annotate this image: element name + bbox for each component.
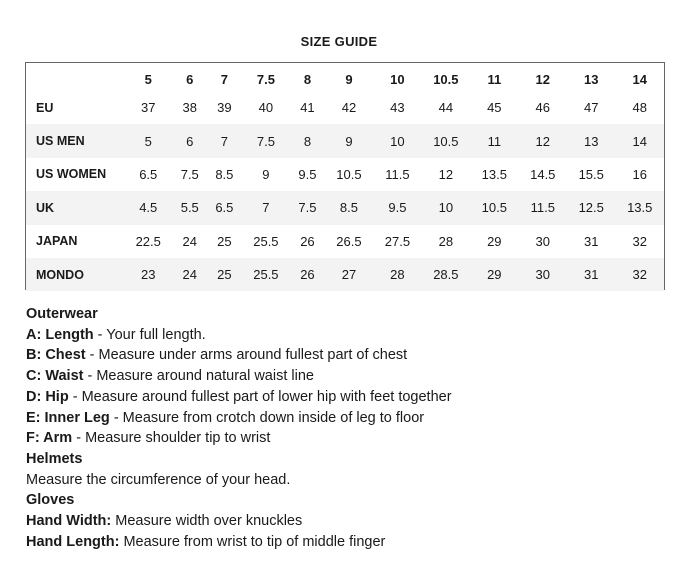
table-cell: 38 (182, 100, 197, 116)
table-cell: 39 (217, 100, 232, 116)
section-heading: Outerwear (26, 306, 98, 322)
table-cell: 9.5 (388, 200, 407, 216)
table-cell: 40 (258, 100, 274, 116)
note-line (26, 511, 676, 532)
note-line (26, 428, 676, 449)
table-cell: 14 (632, 133, 647, 149)
table-cell: 29 (487, 233, 502, 249)
table-cell: 28 (390, 267, 405, 283)
table-cell: 11.5 (385, 166, 410, 182)
note-text: Measure the circumference of your head. (26, 471, 291, 488)
table-row (26, 191, 664, 224)
note-term: F: Arm (26, 430, 73, 447)
row-label: EU (36, 100, 54, 115)
table-cell: 28.5 (433, 267, 459, 283)
table-cell: 10 (390, 133, 405, 149)
measurement-notes (26, 304, 676, 552)
header-corner-cell (26, 67, 124, 91)
note-term: Hand Width: (26, 513, 112, 530)
table-cell: 47 (583, 100, 599, 116)
table-row (26, 124, 664, 157)
note-term: B: Chest (26, 347, 86, 364)
table-cell: 7 (220, 133, 228, 149)
table-cell: 10.5 (481, 200, 507, 216)
table-cell: 48 (632, 100, 647, 116)
note-line (26, 470, 676, 491)
table-cell: 37 (140, 100, 156, 116)
table-cell: 26 (300, 233, 315, 249)
table-cell: 5 (144, 133, 152, 149)
table-cell: 31 (583, 267, 599, 283)
table-cell: 9 (345, 133, 353, 149)
table-cell: 7 (262, 200, 270, 216)
table-cell: 42 (341, 100, 357, 116)
note-term: Hand Length: (26, 533, 120, 550)
note-text: - Measure around fullest part of lower hip with feet together (68, 388, 452, 405)
header-size-cell: 5 (144, 71, 152, 87)
header-size-cell: 12 (535, 71, 550, 87)
header-size-cell: 10 (390, 71, 405, 87)
table-cell: 15.5 (578, 166, 604, 182)
note-term: D: Hip (26, 388, 69, 405)
table-cell: 28 (438, 233, 454, 249)
note-term: C: Waist (26, 368, 84, 385)
table-cell: 10.5 (433, 133, 459, 149)
table-cell: 5.5 (180, 200, 199, 216)
note-line (26, 345, 676, 366)
section-heading: Helmets (26, 450, 83, 467)
table-cell: 32 (632, 233, 647, 249)
table-cell: 30 (535, 267, 550, 283)
note-line (26, 366, 676, 387)
note-text: - Measure around natural waist line (83, 368, 314, 385)
note-text: - Your full length. (93, 326, 206, 343)
table-cell: 30 (535, 233, 550, 249)
table-cell: 25.5 (253, 233, 279, 249)
table-cell: 13.5 (481, 166, 507, 182)
table-cell: 4.5 (139, 200, 158, 216)
row-label: UK (36, 200, 55, 215)
table-cell: 43 (390, 100, 405, 116)
table-cell: 25.5 (253, 267, 279, 283)
table-cell: 7.5 (180, 166, 199, 182)
table-cell: 27 (341, 267, 357, 283)
header-size-cell: 10.5 (433, 71, 459, 87)
table-cell: 7.5 (256, 133, 275, 149)
note-line (26, 408, 676, 429)
size-table (25, 62, 665, 290)
note-term: A: Length (26, 326, 94, 343)
table-row (26, 258, 664, 291)
table-cell: 32 (632, 267, 647, 283)
table-cell: 27.5 (384, 233, 411, 249)
table-cell: 13.5 (627, 200, 653, 216)
header-size-cell: 13 (583, 71, 599, 87)
table-cell: 26.5 (336, 233, 362, 249)
table-cell: 24 (182, 233, 197, 249)
table-row (26, 91, 664, 124)
row-label: MONDO (36, 267, 84, 282)
note-line (26, 532, 676, 553)
table-cell: 46 (535, 100, 550, 116)
table-cell: 6 (186, 133, 194, 149)
note-text: Measure from wrist to tip of middle finger (119, 533, 386, 550)
note-text: Measure width over knuckles (111, 513, 303, 530)
table-row (26, 225, 664, 258)
table-cell: 26 (300, 267, 315, 283)
table-cell: 13 (583, 133, 599, 149)
row-label: US WOMEN (36, 167, 107, 182)
table-cell: 44 (438, 100, 454, 116)
note-text: - Measure from crotch down inside of leg to floor (109, 409, 425, 426)
section-heading: Gloves (26, 492, 75, 509)
table-cell: 14.5 (530, 166, 556, 182)
note-text: - Measure under arms around fullest part of chest (85, 347, 408, 364)
table-cell: 12 (438, 166, 454, 182)
table-cell: 25 (217, 233, 232, 249)
table-cell: 6.5 (215, 200, 234, 216)
row-label: JAPAN (36, 234, 78, 249)
table-header-row (26, 67, 664, 91)
table-cell: 6.5 (139, 166, 158, 182)
table-cell: 9.5 (298, 166, 317, 182)
table-cell: 23 (140, 267, 156, 283)
header-size-cell: 7 (220, 71, 228, 87)
table-body (26, 91, 664, 291)
table-cell: 11.5 (530, 200, 555, 216)
header-size-cell: 8 (303, 71, 312, 87)
table-cell: 25 (217, 267, 232, 283)
table-cell: 10.5 (336, 166, 362, 182)
table-cell: 9 (262, 166, 270, 182)
table-cell: 16 (632, 166, 647, 182)
table-cell: 12 (535, 133, 550, 149)
table-cell: 8.5 (215, 166, 234, 182)
note-line (26, 387, 676, 408)
table-cell: 45 (487, 100, 502, 116)
header-size-cell: 7.5 (256, 71, 275, 87)
table-cell: 29 (487, 267, 502, 283)
table-cell: 8 (303, 133, 312, 149)
header-size-cell: 11 (487, 71, 502, 87)
note-line (26, 325, 676, 346)
table-cell: 12.5 (578, 200, 604, 216)
table-cell: 24 (182, 267, 197, 283)
table-cell: 10 (438, 200, 454, 216)
header-size-cell: 14 (632, 71, 647, 87)
table-cell: 22.5 (135, 233, 161, 249)
header-size-cell: 6 (186, 71, 194, 87)
page-title: SIZE GUIDE (300, 34, 378, 49)
table-cell: 41 (300, 100, 315, 116)
table-cell: 11 (487, 133, 502, 149)
table-cell: 31 (583, 233, 599, 249)
table-row (26, 158, 664, 191)
table-cell: 8.5 (339, 200, 358, 216)
note-term: E: Inner Leg (26, 409, 110, 426)
row-label: US MEN (36, 134, 85, 149)
header-size-cell: 9 (345, 71, 353, 87)
size-chart-table (26, 67, 664, 291)
table-cell: 7.5 (298, 200, 317, 216)
note-text: - Measure shoulder tip to wrist (72, 430, 271, 447)
